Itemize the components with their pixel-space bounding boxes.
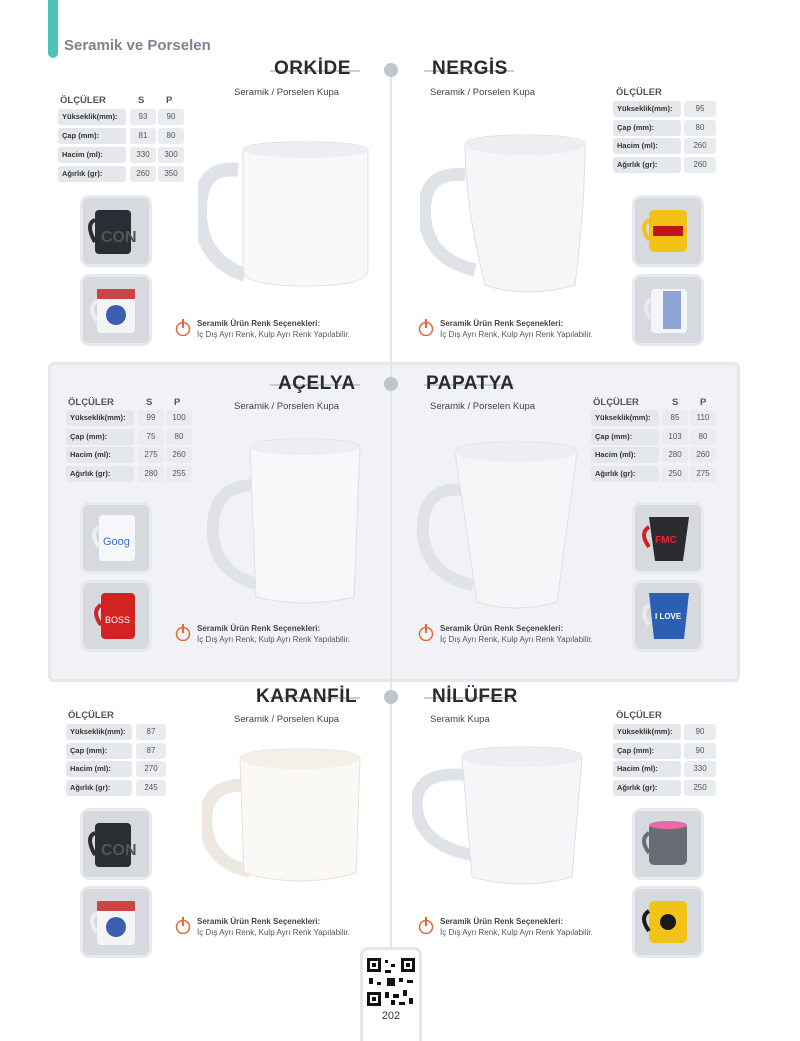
nilufer-height: 90 xyxy=(684,724,716,740)
color-options-text: İç Dış Ayrı Renk, Kulp Ayrı Renk Yapılabilir. xyxy=(440,928,593,937)
qr-code-frame xyxy=(360,947,422,1041)
dimensions-header: ÖLÇÜLER xyxy=(616,710,662,721)
color-options-text: İç Dış Ayrı Renk, Kulp Ayrı Renk Yapılabilir. xyxy=(197,928,350,937)
color-options-title: Seramik Ürün Renk Seçenekleri: xyxy=(197,319,321,328)
row-label-volume: Hacim (ml): xyxy=(591,447,659,463)
color-options-title: Seramik Ürün Renk Seçenekleri: xyxy=(440,319,564,328)
product-subtitle-acelya: Seramik / Porselen Kupa xyxy=(234,401,340,412)
svg-text:FMC: FMC xyxy=(655,535,677,546)
orkide-s-weight: 260 xyxy=(130,166,156,182)
row-label-weight: Ağırlık (gr): xyxy=(613,780,681,796)
color-options-title: Seramik Ürün Renk Seçenekleri: xyxy=(197,917,321,926)
info-icon xyxy=(175,623,191,641)
nilufer-volume: 330 xyxy=(684,761,716,777)
karanfil-diameter: 87 xyxy=(136,743,166,759)
row-label-diameter: Çap (mm): xyxy=(591,429,659,445)
mug-yellow-logo-thumb xyxy=(632,195,704,267)
row-label-diameter: Çap (mm): xyxy=(613,743,681,759)
row-label-weight: Ağırlık (gr): xyxy=(66,780,132,796)
karanfil-volume: 270 xyxy=(136,761,166,777)
nergis-height: 95 xyxy=(684,101,716,117)
category-title: Seramik ve Porselen xyxy=(64,37,211,54)
row-label-diameter: Çap (mm): xyxy=(613,120,681,136)
mug-blue-pattern-thumb xyxy=(632,274,704,346)
mug-blue-ilove-thumb xyxy=(632,580,704,652)
info-icon xyxy=(175,916,191,934)
product-subtitle-papatya: Seramik / Porselen Kupa xyxy=(430,401,536,412)
row-label-height: Yükseklik(mm): xyxy=(613,101,681,117)
orkide-s-height: 93 xyxy=(130,109,156,125)
acelya-s-height: 99 xyxy=(138,410,164,426)
mug-black-red-thumb xyxy=(632,502,704,574)
acelya-s-weight: 280 xyxy=(138,466,164,482)
product-name-orkide: ORKİDE xyxy=(274,58,351,79)
size-s-header: S xyxy=(146,397,153,408)
svg-text:BOSS: BOSS xyxy=(105,615,131,625)
row-label-height: Yükseklik(mm): xyxy=(591,410,659,426)
orkide-p-volume: 300 xyxy=(158,147,184,163)
product-subtitle-nergis: Seramik / Porselen Kupa xyxy=(430,87,536,98)
color-options-text: İç Dış Ayrı Renk, Kulp Ayrı Renk Yapılabilir. xyxy=(197,635,350,644)
mug-yellow-hp-thumb xyxy=(632,886,704,958)
row-label-diameter: Çap (mm): xyxy=(66,429,134,445)
acelya-p-volume: 260 xyxy=(166,447,192,463)
nergis-volume: 260 xyxy=(684,138,716,154)
orkide-p-height: 90 xyxy=(158,109,184,125)
size-p-header: P xyxy=(174,397,181,408)
size-p-header: P xyxy=(700,397,707,408)
row-label-volume: Hacim (ml): xyxy=(58,147,126,163)
dimensions-header: ÖLÇÜLER xyxy=(616,87,662,98)
acelya-s-volume: 275 xyxy=(138,447,164,463)
papatya-p-height: 110 xyxy=(690,410,716,426)
color-options-title: Seramik Ürün Renk Seçenekleri: xyxy=(197,624,321,633)
row-label-height: Yükseklik(mm): xyxy=(66,724,132,740)
acelya-mug-image xyxy=(205,435,375,610)
product-name-nilufer: NİLÜFER xyxy=(432,686,518,707)
orkide-mug-image xyxy=(198,130,378,300)
title-connector-dot xyxy=(384,690,398,704)
row-label-weight: Ağırlık (gr): xyxy=(66,466,134,482)
row-label-volume: Hacim (ml): xyxy=(613,138,681,154)
product-name-nergis: NERGİS xyxy=(432,58,508,79)
mug-superhero-print-thumb xyxy=(80,274,152,346)
color-options-text: İç Dış Ayrı Renk, Kulp Ayrı Renk Yapılabilir. xyxy=(440,330,593,339)
row-label-volume: Hacim (ml): xyxy=(66,447,134,463)
row-label-height: Yükseklik(mm): xyxy=(66,410,134,426)
product-subtitle-orkide: Seramik / Porselen Kupa xyxy=(234,87,340,98)
accent-bar xyxy=(48,0,58,58)
orkide-s-diameter: 81 xyxy=(130,128,156,144)
orkide-p-diameter: 80 xyxy=(158,128,184,144)
orkide-s-volume: 330 xyxy=(130,147,156,163)
color-options-text: İç Dış Ayrı Renk, Kulp Ayrı Renk Yapılabilir. xyxy=(440,635,593,644)
mug-red-boss-thumb xyxy=(80,580,152,652)
row-label-volume: Hacim (ml): xyxy=(66,761,132,777)
nergis-weight: 260 xyxy=(684,157,716,173)
nergis-mug-image xyxy=(420,130,600,300)
mug-google-thumb xyxy=(80,502,152,574)
acelya-s-diameter: 75 xyxy=(138,429,164,445)
papatya-s-weight: 250 xyxy=(662,466,688,482)
row-label-height: Yükseklik(mm): xyxy=(613,724,681,740)
orkide-p-weight: 350 xyxy=(158,166,184,182)
row-label-weight: Ağırlık (gr): xyxy=(591,466,659,482)
row-label-volume: Hacim (ml): xyxy=(613,761,681,777)
papatya-p-weight: 275 xyxy=(690,466,716,482)
karanfil-weight: 245 xyxy=(136,780,166,796)
info-icon xyxy=(418,916,434,934)
papatya-s-height: 85 xyxy=(662,410,688,426)
acelya-p-diameter: 80 xyxy=(166,429,192,445)
center-divider xyxy=(390,68,392,948)
qr-code-icon[interactable] xyxy=(363,954,419,1010)
papatya-s-volume: 280 xyxy=(662,447,688,463)
dimensions-header: ÖLÇÜLER xyxy=(60,95,106,106)
nilufer-diameter: 90 xyxy=(684,743,716,759)
product-name-karanfil: KARANFİL xyxy=(256,686,358,707)
svg-text:CON: CON xyxy=(101,842,137,859)
product-subtitle-nilufer: Seramik Kupa xyxy=(430,714,490,725)
svg-text:CON: CON xyxy=(101,229,137,246)
color-options-title: Seramik Ürün Renk Seçenekleri: xyxy=(440,624,564,633)
svg-text:Goog: Goog xyxy=(103,536,130,548)
size-s-header: S xyxy=(672,397,679,408)
mug-superhero-print-thumb xyxy=(80,886,152,958)
size-p-header: P xyxy=(166,95,173,106)
product-name-acelya: AÇELYA xyxy=(278,373,356,394)
product-name-papatya: PAPATYA xyxy=(426,373,515,394)
papatya-mug-image xyxy=(415,440,595,612)
row-label-diameter: Çap (mm): xyxy=(58,128,126,144)
nergis-diameter: 80 xyxy=(684,120,716,136)
page-number: 202 xyxy=(381,1010,401,1022)
info-icon xyxy=(418,318,434,336)
papatya-p-diameter: 80 xyxy=(690,429,716,445)
papatya-p-volume: 260 xyxy=(690,447,716,463)
mug-black-print-thumb xyxy=(80,195,152,267)
acelya-p-height: 100 xyxy=(166,410,192,426)
title-connector-dot xyxy=(384,377,398,391)
dimensions-header: ÖLÇÜLER xyxy=(68,397,114,408)
info-icon xyxy=(418,623,434,641)
nilufer-weight: 250 xyxy=(684,780,716,796)
mug-grey-pink-thumb xyxy=(632,808,704,880)
mug-black-print-thumb xyxy=(80,808,152,880)
title-connector-dot xyxy=(384,63,398,77)
dimensions-header: ÖLÇÜLER xyxy=(593,397,639,408)
info-icon xyxy=(175,318,191,336)
svg-text:I LOVE: I LOVE xyxy=(655,612,682,621)
dimensions-header: ÖLÇÜLER xyxy=(68,710,114,721)
nilufer-mug-image xyxy=(412,745,592,895)
row-label-diameter: Çap (mm): xyxy=(66,743,132,759)
product-subtitle-karanfil: Seramik / Porselen Kupa xyxy=(234,714,340,725)
row-label-weight: Ağırlık (gr): xyxy=(613,157,681,173)
papatya-s-diameter: 103 xyxy=(662,429,688,445)
acelya-p-weight: 255 xyxy=(166,466,192,482)
row-label-height: Yükseklik(mm): xyxy=(58,109,126,125)
karanfil-mug-image xyxy=(202,745,367,895)
size-s-header: S xyxy=(138,95,145,106)
color-options-title: Seramik Ürün Renk Seçenekleri: xyxy=(440,917,564,926)
color-options-text: İç Dış Ayrı Renk, Kulp Ayrı Renk Yapılabilir. xyxy=(197,330,350,339)
karanfil-height: 87 xyxy=(136,724,166,740)
row-label-weight: Ağırlık (gr): xyxy=(58,166,126,182)
